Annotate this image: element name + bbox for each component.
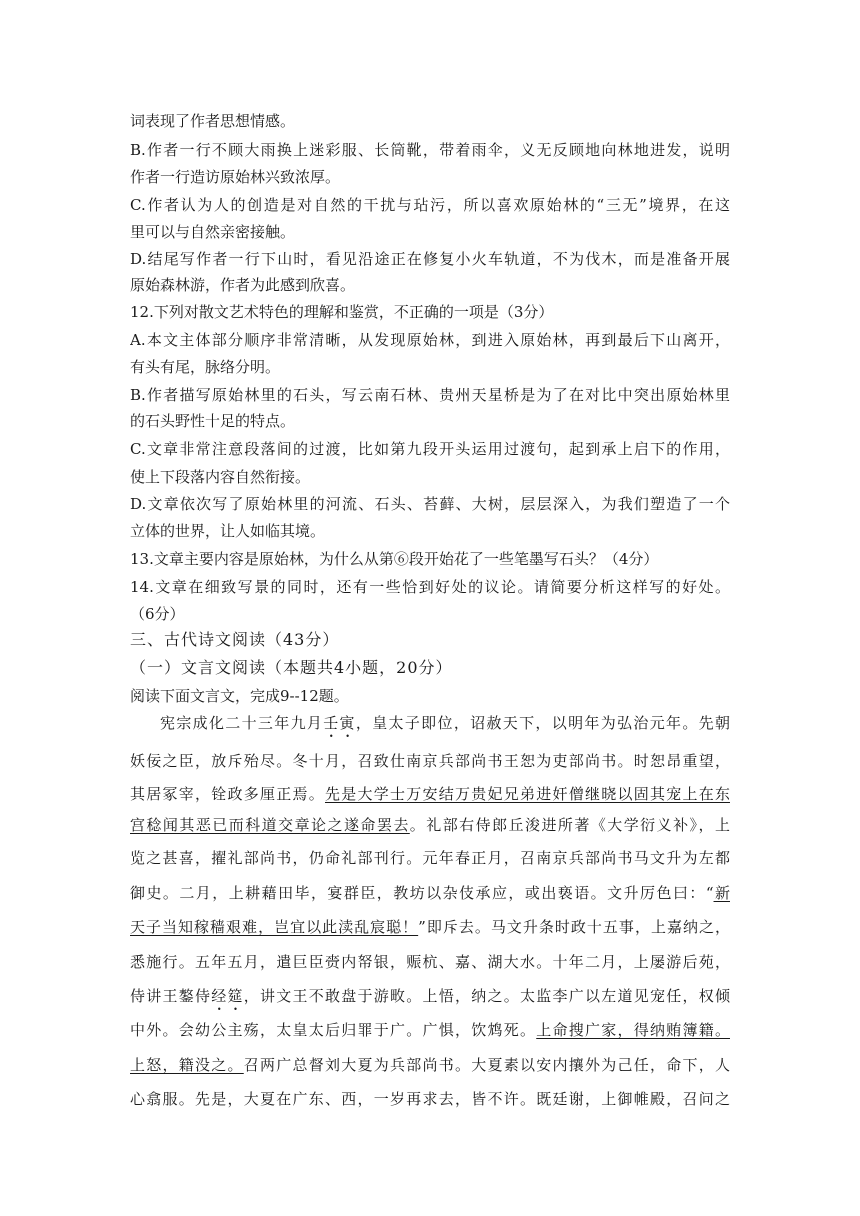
q11-option-d-line1: D.结尾写作者一行下山时，看见沿途正在修复小火车轨道，不为伐木，而是准备开展 xyxy=(130,250,730,268)
q12-option-d-line2: 立体的世界，让人如临其境。 xyxy=(130,522,326,540)
underlined-sentence: 天子当知稼穑艰难，岂宜以此渎乱宸聪！ xyxy=(130,918,419,936)
q12-option-c-line1: C.文章非常注意段落间的过渡，比如第九段开头运用过渡句，起到承上启下的作用， xyxy=(130,440,730,458)
dotted-word: 经筵 xyxy=(211,987,244,1005)
q12-option-b-line2: 的石头野性十足的特点。 xyxy=(130,412,296,430)
q11-option-a-tail: 词表现了作者思想情感。 xyxy=(130,112,296,130)
q12-option-a-line1: A.本文主体部分顺序非常清晰，从发现原始林，到进入原始林，再到最后下山离开， xyxy=(130,331,730,349)
q12-stem: 12.下列对散文艺术特色的理解和鉴赏，不正确的一项是（3分） xyxy=(130,303,554,321)
q11-option-d-line2: 原始森林游，作者为此感到欣喜。 xyxy=(130,276,356,294)
q11-option-b-line1: B.作者一行不顾大雨换上迷彩服、长筒靴，带着雨伞，义无反顾地向林地进发，说明 xyxy=(130,141,730,159)
q14-question-line2: （6分） xyxy=(130,605,185,623)
q11-option-c-line2: 里可以与自然亲密接触。 xyxy=(130,223,296,241)
q13-question: 13.文章主要内容是原始林，为什么从第⑥段开始花了一些笔墨写石头？（4分） xyxy=(130,550,659,568)
passage-line-7: 天子当知稼穑艰难，岂宜以此渎乱宸聪！”即斥去。马文升条时政十五事，上嘉纳之， xyxy=(130,918,730,936)
underlined-sentence: 宫稔闻其恶已而科道交章论之遂命罢去 xyxy=(130,816,410,834)
passage-line-5: 览之甚喜，擢礼部尚书，仍命礼部刊行。元年春正月，召南京兵部尚书马文升为左都 xyxy=(130,849,730,867)
underlined-sentence: 上命搜广家，得纳贿簿籍。 xyxy=(536,1021,730,1039)
passage-line-6: 御史。二月，上耕藉田毕，宴群臣，教坊以杂伎承应，或出亵语。文升厉色曰：“新 xyxy=(130,884,730,902)
subsection-title: （一）文言文阅读（本题共4小题，20分） xyxy=(130,658,453,677)
passage-line-11: 上怒，籍没之。召两广总督刘大夏为兵部尚书。大夏素以安内攘外为己任，命下，人 xyxy=(130,1056,730,1074)
dotted-word: 壬寅 xyxy=(323,714,356,732)
section-title: 三、古代诗文阅读（43分） xyxy=(130,630,340,649)
underlined-sentence: 新 xyxy=(713,884,730,902)
underlined-sentence: 上怒，籍没之。 xyxy=(130,1056,244,1074)
q12-option-d-line1: D.文章依次写了原始林里的河流、石头、苔藓、大树，层层深入，为我们塑造了一个 xyxy=(130,495,730,513)
passage-line-8: 悉施行。五年五月，遣巨臣赍内帑银，赈杭、嘉、湖大水。十年二月，上屡游后苑， xyxy=(130,953,730,971)
reading-instruction: 阅读下面文言文，完成9--12题。 xyxy=(130,687,349,705)
q14-question-line1: 14.文章在细致写景的同时，还有一些恰到好处的议论。请简要分析这样写的好处。 xyxy=(130,578,730,596)
passage-line-12: 心翕服。先是，大夏在广东、西，一岁再求去，皆不许。既廷谢，上御帷殿，召问之 xyxy=(130,1090,730,1108)
passage-line-9: 侍讲王鏊侍经筵，讲文王不敢盘于游畋。上悟，纳之。太监李广以左道见宠任，权倾 xyxy=(130,987,730,1005)
q11-option-b-line2: 作者一行造访原始林兴致浓厚。 xyxy=(130,168,341,186)
q11-option-c-line1: C.作者认为人的创造是对自然的干扰与玷污，所以喜欢原始林的“三无”境界，在这 xyxy=(130,196,730,214)
passage-line-3: 其居冢宰，铨政多厘正焉。先是大学士万安结万贵妃兄弟进奸僧继晓以固其宠上在东 xyxy=(130,785,730,803)
underlined-sentence: 先是大学士万安结万贵妃兄弟进奸僧继晓以固其宠上在东 xyxy=(325,785,730,803)
q12-option-b-line1: B.作者描写原始林里的石头，写云南石林、贵州天星桥是为了在对比中突出原始林里 xyxy=(130,386,730,404)
passage-line-1: 宪宗成化二十三年九月壬寅，皇太子即位，诏赦天下，以明年为弘治元年。先朝 xyxy=(160,714,730,732)
passage-line-10: 中外。会幼公主殇，太皇太后归罪于广。广惧，饮鸩死。上命搜广家，得纳贿簿籍。 xyxy=(130,1021,730,1039)
passage-line-4: 宫稔闻其恶已而科道交章论之遂命罢去。礼部右侍郎丘浚进所著《大学衍义补》，上 xyxy=(130,816,730,834)
q12-option-a-line2: 有头有尾，脉络分明。 xyxy=(130,358,281,376)
passage-line-2: 妖佞之臣，放斥殆尽。冬十月，召致仕南京兵部尚书王恕为吏部尚书。时恕昂重望， xyxy=(130,752,730,770)
q12-option-c-line2: 使上下段落内容自然衔接。 xyxy=(130,468,311,486)
